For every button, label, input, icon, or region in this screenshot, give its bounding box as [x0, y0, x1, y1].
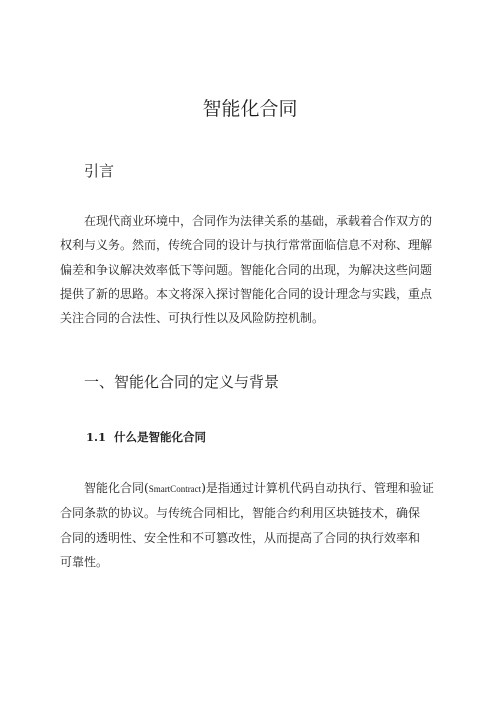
intro-line-2: 权利与义务。然而，传统合同的设计与执行常常面临信息不对称、理解 [60, 238, 433, 253]
line-text: )是指通过计算机代码自动执行、管理和验证 [201, 481, 434, 495]
intro-line-4: 提供了新的思路。本文将深入探讨智能化合同的设计理念与实践，重点 [60, 286, 433, 301]
intro-line-3: 偏差和争议解决效率低下等问题。智能化合同的出现，为解决这些问题 [60, 262, 433, 277]
intro-heading: 引言 [84, 162, 115, 180]
section-1-1-paragraph [60, 476, 452, 574]
subsection-number: 1.1 [86, 430, 107, 444]
line-text: 智能化合同( [84, 481, 149, 495]
document-title: 智能化合同 [202, 98, 298, 120]
intro-paragraph [60, 209, 452, 330]
intro-line-1: 在现代商业环境中，合同作为法律关系的基础，承载着合作双方的 [84, 214, 433, 228]
section-1-1-line-3: 合同的透明性、安全性和不可篡改性，从而提高了合同的执行效率和 [60, 530, 421, 545]
section-1-1-line-1 [60, 476, 452, 501]
section-1-1-line-4: 可靠性。 [60, 554, 109, 569]
smart-contract-term: SmartContract [148, 484, 202, 494]
section-1-heading: 一、智能化合同的定义与背景 [84, 373, 280, 391]
section-1-1-line-2: 合同条款的协议。与传统合同相比，智能合约利用区块链技术，确保 [60, 506, 421, 521]
subsection-title: 什么是智能化合同 [114, 430, 207, 444]
subsection-1-1-heading [86, 428, 206, 446]
intro-line-5: 关注合同的合法性、可执行性以及风险防控机制。 [60, 311, 325, 326]
